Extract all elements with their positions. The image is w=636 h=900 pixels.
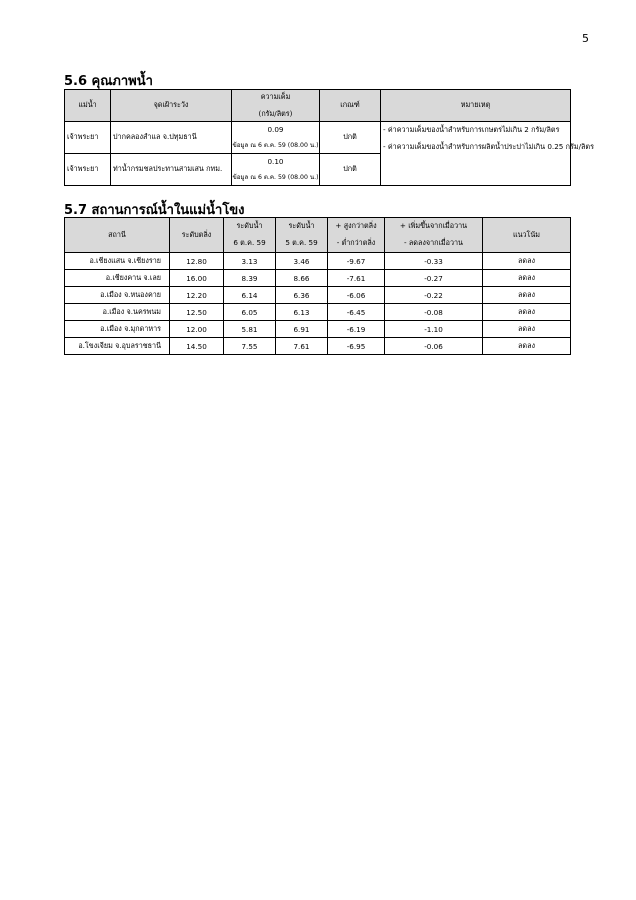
station-cell: อ.เมือง จ.มุกดาหาร bbox=[65, 321, 170, 338]
header-level-prev-line1: ระดับน้ำ bbox=[288, 221, 315, 230]
station-cell: อ.เชียงแสน จ.เชียงราย bbox=[65, 253, 170, 270]
bank-level-cell: 12.50 bbox=[170, 304, 224, 321]
table-row bbox=[65, 304, 571, 321]
level-today-cell: 8.39 bbox=[224, 270, 276, 287]
header-change-line1: + เพิ่มขึ้นจากเมื่อวาน bbox=[399, 221, 468, 230]
salinity-date-note: ข้อมูล ณ 6 ต.ค. 59 (08.00 น.) bbox=[232, 142, 319, 149]
level-prev-cell: 8.66 bbox=[276, 270, 328, 287]
header-change-line2: - ลดลงจากเมื่อวาน bbox=[404, 238, 463, 247]
trend-cell: ลดลง bbox=[483, 321, 571, 338]
remark-line: - ค่าความเค็มของน้ำสำหรับการผลิตน้ำประปาไม่เกิน 0.25 กรัม/ลิตร bbox=[383, 142, 594, 151]
bank-diff-cell: -7.61 bbox=[328, 270, 385, 287]
bank-level-cell: 14.50 bbox=[170, 338, 224, 355]
trend-cell: ลดลง bbox=[483, 270, 571, 287]
trend-cell: ลดลง bbox=[483, 304, 571, 321]
header-station: สถานี bbox=[65, 218, 170, 253]
level-prev-cell: 6.91 bbox=[276, 321, 328, 338]
header-trend: แนวโน้ม bbox=[483, 218, 571, 253]
change-cell: -0.33 bbox=[385, 253, 483, 270]
change-cell: -1.10 bbox=[385, 321, 483, 338]
header-level-today-line1: ระดับน้ำ bbox=[236, 221, 263, 230]
bank-level-cell: 16.00 bbox=[170, 270, 224, 287]
salinity-cell bbox=[232, 154, 320, 186]
mekong-title: 5.7 สถานการณ์น้ำในแม่น้ำโขง bbox=[64, 203, 245, 218]
header-bank-level: ระดับตลิ่ง bbox=[170, 218, 224, 253]
station-cell: ปากคลองสำแล จ.ปทุมธานี bbox=[111, 122, 232, 154]
header-salinity bbox=[232, 90, 320, 122]
water-quality-title: 5.6 คุณภาพน้ำ bbox=[64, 74, 153, 89]
water-quality-header-row bbox=[65, 90, 571, 122]
bank-diff-cell: -6.45 bbox=[328, 304, 385, 321]
header-salinity-line2: (กรัม/ลิตร) bbox=[258, 108, 293, 118]
salinity-cell bbox=[232, 122, 320, 154]
table-row bbox=[65, 321, 571, 338]
bank-level-cell: 12.20 bbox=[170, 287, 224, 304]
table-row bbox=[65, 122, 571, 154]
header-level-today-line2: 6 ต.ค. 59 bbox=[233, 238, 266, 247]
salinity-value: 0.10 bbox=[267, 157, 284, 166]
header-level-prev-line2: 5 ต.ค. 59 bbox=[285, 238, 318, 247]
station-cell: อ.เมือง จ.หนองคาย bbox=[65, 287, 170, 304]
mekong-header-row bbox=[65, 218, 571, 253]
change-cell: -0.06 bbox=[385, 338, 483, 355]
water-quality-table bbox=[64, 89, 594, 186]
level-today-cell: 6.14 bbox=[224, 287, 276, 304]
change-cell: -0.08 bbox=[385, 304, 483, 321]
river-cell: เจ้าพระยา bbox=[65, 154, 111, 186]
remarks-cell bbox=[381, 122, 594, 186]
level-today-cell: 3.13 bbox=[224, 253, 276, 270]
bank-diff-cell: -6.06 bbox=[328, 287, 385, 304]
table-row bbox=[65, 287, 571, 304]
station-cell: อ.เชียงคาน จ.เลย bbox=[65, 270, 170, 287]
header-level-today bbox=[224, 218, 276, 253]
station-cell: อ.เมือง จ.นครพนม bbox=[65, 304, 170, 321]
station-cell: ท่าน้ำกรมชลประทานสามเสน กทม. bbox=[111, 154, 232, 186]
table-row bbox=[65, 253, 571, 270]
change-cell: -0.22 bbox=[385, 287, 483, 304]
header-remarks: หมายเหตุ bbox=[381, 90, 571, 122]
level-today-cell: 6.05 bbox=[224, 304, 276, 321]
salinity-date-note: ข้อมูล ณ 6 ต.ค. 59 (08.00 น.) bbox=[232, 174, 319, 181]
bank-diff-cell: -6.19 bbox=[328, 321, 385, 338]
header-river: แม่น้ำ bbox=[65, 90, 111, 122]
header-bank-diff bbox=[328, 218, 385, 253]
mekong-table bbox=[64, 217, 571, 355]
bank-level-cell: 12.00 bbox=[170, 321, 224, 338]
trend-cell: ลดลง bbox=[483, 253, 571, 270]
header-bank-diff-line2: - ต่ำกว่าตลิ่ง bbox=[336, 238, 376, 247]
station-cell: อ.โขงเจียม จ.อุบลราชธานี bbox=[65, 338, 170, 355]
salinity-value: 0.09 bbox=[267, 125, 284, 134]
level-today-cell: 7.55 bbox=[224, 338, 276, 355]
level-today-cell: 5.81 bbox=[224, 321, 276, 338]
criteria-cell: ปกติ bbox=[320, 154, 381, 186]
bank-diff-cell: -6.95 bbox=[328, 338, 385, 355]
table-row bbox=[65, 338, 571, 355]
bank-level-cell: 12.80 bbox=[170, 253, 224, 270]
change-cell: -0.27 bbox=[385, 270, 483, 287]
page-number: 5 bbox=[582, 32, 589, 45]
trend-cell: ลดลง bbox=[483, 287, 571, 304]
level-prev-cell: 6.36 bbox=[276, 287, 328, 304]
level-prev-cell: 7.61 bbox=[276, 338, 328, 355]
river-cell: เจ้าพระยา bbox=[65, 122, 111, 154]
table-row bbox=[65, 270, 571, 287]
level-prev-cell: 3.46 bbox=[276, 253, 328, 270]
header-change bbox=[385, 218, 483, 253]
level-prev-cell: 6.13 bbox=[276, 304, 328, 321]
header-bank-diff-line1: + สูงกว่าตลิ่ง bbox=[335, 221, 377, 230]
bank-diff-cell: -9.67 bbox=[328, 253, 385, 270]
trend-cell: ลดลง bbox=[483, 338, 571, 355]
criteria-cell: ปกติ bbox=[320, 122, 381, 154]
header-criteria: เกณฑ์ bbox=[320, 90, 381, 122]
header-level-prev bbox=[276, 218, 328, 253]
remark-line: - ค่าความเค็มของน้ำสำหรับการเกษตรไม่เกิน 2 กรัม/ลิตร bbox=[383, 125, 560, 134]
header-salinity-line1: ความเค็ม bbox=[260, 91, 291, 101]
header-station: จุดเฝ้าระวัง bbox=[111, 90, 232, 122]
